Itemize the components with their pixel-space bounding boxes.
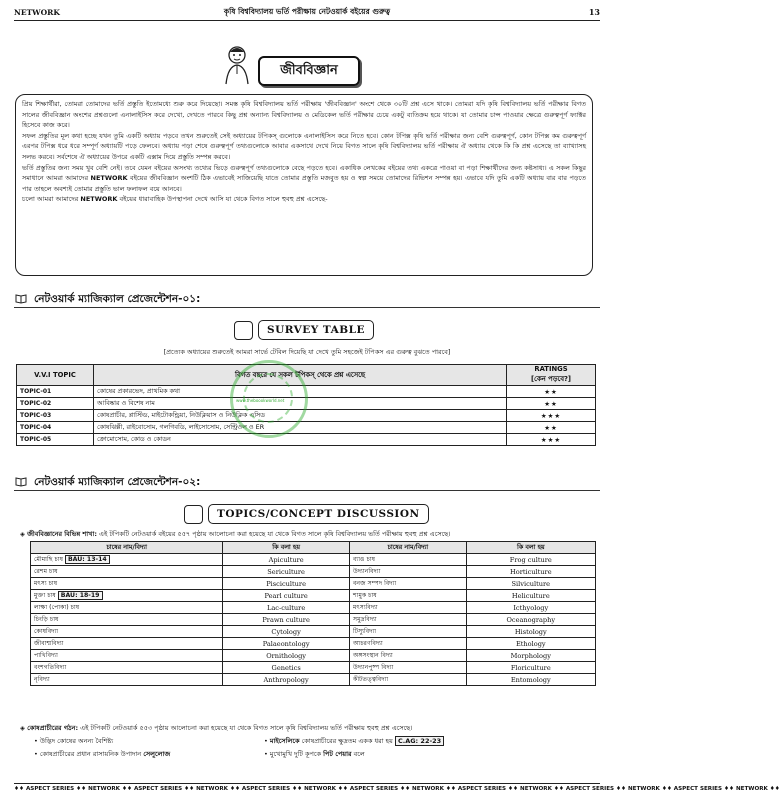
branch-term-cell: Pearl culture [223,590,350,602]
branch-term-cell: Palaeontology [223,638,350,650]
page-header [14,6,600,21]
branch-term-cell: Icthyology [466,602,595,614]
page-footer: ♦♦ ASPECT SERIES ♦♦ NETWORK ♦♦ ASPECT SERIES ♦♦ NETWORK ♦♦ ASPECT SERIES ♦♦ NETWORK ♦♦ ASPECT SERIES ♦♦ NETWORK ♦♦ ASPECT SERIES ♦♦ NETWORK ♦♦ ASPECT SERIES ♦♦ NETWORK ♦♦ ASPECT SERIES ♦♦ NETWORK ♦♦ [14,783,600,792]
branch-term-cell: Ornithology [223,650,350,662]
topic-desc-cell: কোষঝিল্লী, রাইবোসোম, গলগিবডি, লাইসোসোম, সেন্ট্রিওল ও ER [94,422,507,434]
branch-term-cell: Pisciculture [223,578,350,590]
branch-name-cell: জীবাশ্মবিদ্যা [31,638,223,650]
branch-term-cell: Horticulture [466,566,595,578]
branch-term-cell: Floriculture [466,662,595,674]
section-2-title: নেটওয়ার্ক ম্যাজিক্যাল প্রেজেন্টেশন-০২: [34,476,201,488]
table-row [31,602,596,614]
branch-name-cell: শামুক চাষ [349,590,466,602]
section-1-title: নেটওয়ার্ক ম্যাজিক্যাল প্রেজেন্টেশন-০১: [34,293,201,305]
table-row [31,674,596,686]
branch-term-cell: Cytology [223,626,350,638]
header-title: কৃষি বিশ্ববিদ্যালয় ভর্তি পরীক্ষায় নেটওয়ার্ক বইয়ের গুরুত্ব [223,7,391,16]
section-1-bar [14,291,600,308]
chapter-title: জীববিজ্ঞান [258,56,360,86]
topic-cell: TOPIC-02 [17,398,94,410]
topic-cell: TOPIC-01 [17,386,94,398]
intro-paragraph-2: সফল প্রস্তুতির মূল কথা হচ্ছে যখন তুমি একটি অধ্যায় পড়বে তখন শুরুতেই সেই অধ্যায়ের টপিকস্ গুলোকে এনালাইসিস করে নিতে হবে। কোন টপিক্স কৃষি ভর্তি পরীক্ষার জন্য বেশি গুরুত্বপূর্ণ, কোন টপিক্স কম গুরুত্বপূর্ণ এরপর টপিক্স ধরে ধরে সম্পূর্ণ অধ্যায়টি পড়ে ফেলবে। অধ্যায় পড়া শেষে গুরুত্বপূর্ণ তথ্যগুলোকে আবার একসাথে দেখে নিয়ে বিগত সালে কৃষি বিশ্ববিদ্যালয় ভর্তি পরীক্ষায় ঐ অধ্যায় থেকে কি কি প্রশ্ন এসেছে তা ব্যাখ্যাসহ সলভ করবে। সর্বশেষে ঐ অধ্যায়ের উপরে একটি এক্সাম দিয়ে প্রস্তুতি সম্পন্ন করবে। [22,131,586,161]
survey-note: [প্রত্যেক অধ্যায়ের শুরুতেই আমরা সার্ভে টেবিল দিয়েছি যা দেখে তুমি সহজেই টপিকস এর গুরুত্ব বুঝতে পারবে] [163,348,451,356]
branch-name-cell: রেশম চাষ [31,566,223,578]
table-row [31,662,596,674]
branch-name-cell: চিংড়ি চাষ [31,614,223,626]
branch-name-cell: নৃবিদ্যা [31,674,223,686]
branch-name-cell: কীটতত্ত্ববিদ্যা [349,674,466,686]
branch-name-cell: উদ্যানবিদ্যা [349,566,466,578]
col-name-2: চাষের নাম/বিদ্যা [349,542,466,554]
branch-name-cell: ব্যাঙ চাষ [349,554,466,566]
col-called-1: কি বলা হয় [223,542,350,554]
table-row [31,590,596,602]
col-name-1: চাষের নাম/বিদ্যা [31,542,223,554]
branch-term-cell: Sericulture [223,566,350,578]
branch-name-cell: পাখিবিদ্যা [31,650,223,662]
rating-stars: ★★★ [507,434,596,446]
rating-stars: ★★★ [507,410,596,422]
intro-paragraph-4: চলো আমরা আমাদের NETWORK বইয়ের ধারাবাহিক উপস্থাপনা দেখে আসি যা থেকে বিগত সালে হুবহু প্রশ্ন এসেছে- [22,195,328,204]
branch-term-cell: Apiculture [223,554,350,566]
topic-desc-cell: কোষপ্রাচীর, প্লাস্টিড, মাইটোকন্ড্রিয়া, নিউক্লিয়াস ও নিউক্লিক এসিড [94,410,507,422]
survey-table-pill: SURVEY TABLE [258,320,374,340]
rating-stars: ★★ [507,422,596,434]
intro-paragraph-1: প্রিয় শিক্ষার্থীরা, তোমরা তোমাদের ভর্তি প্রস্তুতি ইতোমধ্যে শুরু করে দিয়েছো। সমস্ত কৃষি বিশ্ববিদ্যালয় ভর্তি পরীক্ষায় 'জীববিজ্ঞান' অংশে থেকে ৩০টি প্রশ্ন এসে থাকে। তোমরা যদি কৃষি বিশ্ববিদ্যালয় ভর্তি পরীক্ষার বিগত সালের জীববিজ্ঞান অংশের প্রশ্নগুলো এনালাইসিস করে দেখো, দেখতে পারবে কিছু প্রশ্ন অন্যান্য বিশ্ববিদ্যালয় ও মেডিকেল ভর্তি পরীক্ষার চেয়ে একটু ব্যতিক্রম হয়ে থাকে। যা তোমার চান্স পাওয়ার ক্ষেত্রে গুরুত্বপূর্ণ ফ্যাক্টর হিসেবে কাজ করে। [22,100,586,130]
book-icon [16,293,26,303]
rating-stars: ★★ [507,386,596,398]
branch-name-cell: মৌমাছি চাষ BAU: 13-14 [31,554,223,566]
branch-term-cell: Morphology [466,650,595,662]
branch-name-cell: টিস্যুবিদ্যা [349,626,466,638]
hand-icon [184,505,203,524]
col-topic: V.V.I TOPIC [17,365,94,386]
intro-box [15,94,593,276]
branch-name-cell: বনজ সম্পদ বিদ্যা [349,578,466,590]
header-brand: NETWORK [14,8,60,17]
branch-term-cell: Oceanography [466,614,595,626]
page-number: 13 [588,7,600,17]
table-row [31,566,596,578]
table-row [31,578,596,590]
exam-tag: BAU: 18-19 [58,591,103,600]
branch-name-cell: লাক্ষা (পোকা) চাষ [31,602,223,614]
branch-term-cell: Anthropology [223,674,350,686]
student-illustration-icon [222,44,252,84]
topic-cell: TOPIC-04 [17,422,94,434]
col-desc: বিগত বছরে যে সকল টপিকস্ থেকে প্রশ্ন এসেছে [94,365,507,386]
topic-cell: TOPIC-05 [17,434,94,446]
exam-tag: BAU: 13-14 [65,555,110,564]
cellwall-lead: ◈ কোষপ্রাচীরের গঠন: এই টপিকটি নেটওয়ার্ক ৫৫৩ পৃষ্ঠায় আলোচনা করা হয়েছে যা থেকে বিগত সালে কৃষি বিশ্ববিদ্যালয় ভর্তি পরীক্ষায় হুবহু প্রশ্ন এসেছে। [20,724,413,732]
branches-table [30,541,596,686]
branch-term-cell: Frog culture [466,554,595,566]
branch-term-cell: Entomology [466,674,595,686]
branch-name-cell: কোষবিদ্যা [31,626,223,638]
branch-term-cell: Ethology [466,638,595,650]
topic-desc-cell: আবিষ্কার ও বিশেষ নাম [94,398,507,410]
branches-lead: ◈ জীববিজ্ঞানের বিভিন্ন শাখা: এই টপিকটি নেটওয়ার্ক বইয়ের ৫৫৭ পৃষ্ঠায় আলোচনা করা হয়েছে যা থেকে বিগত সালে কৃষি বিশ্ববিদ্যালয় ভর্তি পরীক্ষায় হুবহু প্রশ্ন এসেছে। [20,530,451,538]
watermark-text: www.theboookworld.net [236,398,285,403]
topic-cell: TOPIC-03 [17,410,94,422]
table-row [31,614,596,626]
section-2-bar [14,474,600,491]
branch-name-cell: সমুদ্রবিদ্যা [349,614,466,626]
col-ratings: RATINGS [কেন পড়বে?] [507,365,596,386]
branch-term-cell: Genetics [223,662,350,674]
branch-name-cell: মৎস্য চাষ [31,578,223,590]
branch-term-cell: Prawn culture [223,614,350,626]
table-row [31,554,596,566]
branch-name-cell: মুক্তা চাষ BAU: 18-19 [31,590,223,602]
topic-desc-cell: ক্রোমোসোম, কোড ও কোডন [94,434,507,446]
table-row [31,626,596,638]
branch-name-cell: আচরণবিদ্যা [349,638,466,650]
branch-term-cell: Lac-culture [223,602,350,614]
col-called-2: কি বলা হয় [466,542,595,554]
branch-name-cell: বংশগতিবিদ্যা [31,662,223,674]
table-row [31,650,596,662]
branch-term-cell: Silviculture [466,578,595,590]
branch-name-cell: অঙ্গসংস্থান বিদ্যা [349,650,466,662]
table-row [31,638,596,650]
topic-desc-cell: কোষের প্রকারভেদ, প্রাথমিক কথা [94,386,507,398]
intro-paragraph-3: ভর্তি প্রস্তুতির জন্য সময় খুব বেশি নেই। তবে যেমন বইয়ের অসংখ্য তথ্যের ভিড়ে গুরুত্বপূর্ণ তথ্যগুলোকে বেছে পড়তে হবে। একাধিক লেখকের বইয়ের তথ্য একত্রে পাওয়া বা পড়া শিক্ষার্থীদের জন্য কষ্টসাধ্য। এ সকল কিছুর সমাধানে আমরা আমাদের NETWORK বইয়ের জীববিজ্ঞান অংশটি ঠিক এভাবেই সাজিয়েছি যাতে তোমার প্রস্তুতি মজবুত হয় ও স্বল্প সময়ে তোমাদের রিভিশন সম্পন্ন হয়। এভাবে যদি তুমি একটি অধ্যায় বার বার পড়তে পার তাহলে অবশ্যই তোমার প্রস্তুতি ভাল ফলাফল বয়ে আনবে। [22,163,586,193]
branch-term-cell: Histology [466,626,595,638]
branch-name-cell: মৎস্যবিদ্যা [349,602,466,614]
table-row [17,422,596,434]
book-icon [16,476,26,486]
branch-name-cell: উদ্যানপুষ্প বিদ্যা [349,662,466,674]
rating-stars: ★★ [507,398,596,410]
branch-term-cell: Heliculture [466,590,595,602]
concept-discussion-pill: TOPICS/CONCEPT DISCUSSION [208,504,429,524]
table-row [17,434,596,446]
hand-icon [234,321,253,340]
